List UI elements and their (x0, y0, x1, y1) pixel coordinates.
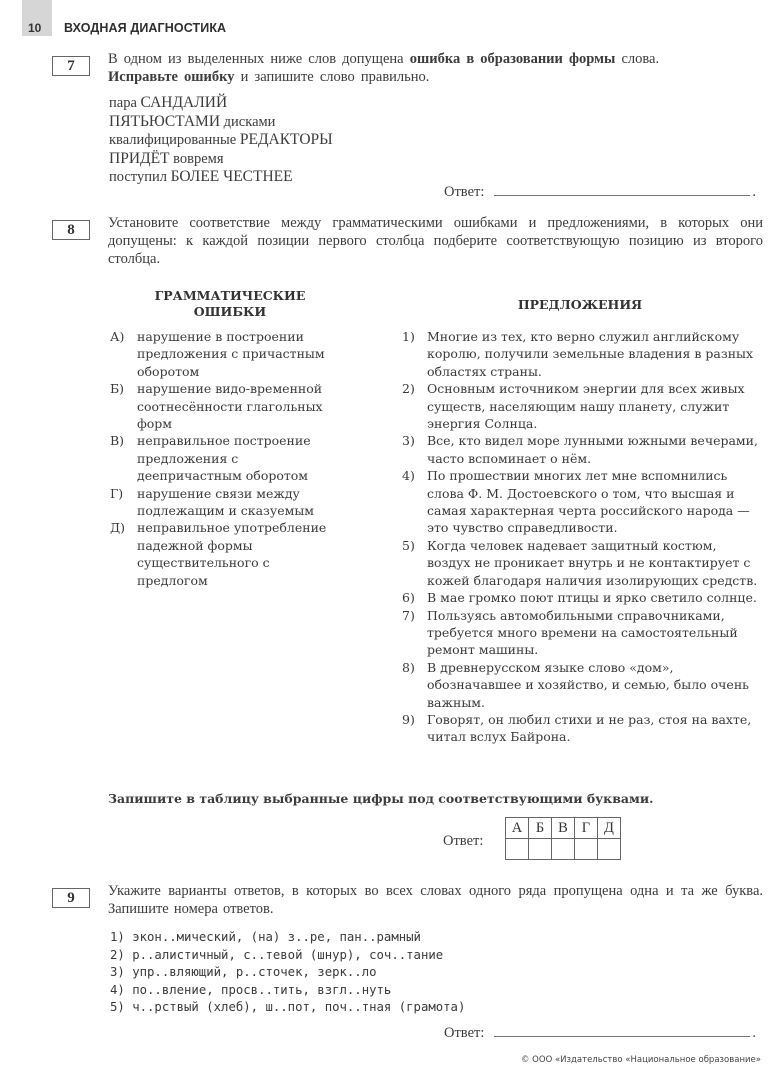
task-8-answer-label: Ответ: (443, 833, 484, 849)
answer-cell-d[interactable] (598, 839, 621, 860)
task-9-answer-label: Ответ: (444, 1025, 485, 1041)
sentences-list (402, 328, 762, 746)
task-7-word-3: квалифицированные РЕДАКТОРЫ (109, 131, 333, 148)
answer-cell-g[interactable] (575, 839, 598, 860)
task-7-word-2: ПЯТЬЮСТАМИ дисками (109, 112, 276, 130)
sentence-item-2: 2) Основным источником энергии для всех живых существ, населяющим нашу планету, служит энергия Солнца. (402, 381, 745, 432)
section-title: ВХОДНАЯ ДИАГНОСТИКА (64, 21, 227, 35)
answer-cell-v[interactable] (552, 839, 575, 860)
error-item-a: А) нарушение в построении предложения с причастным оборотом (110, 329, 325, 379)
sentence-item-4: 4) По прошествии многих лет мне вспомнились слова Ф. М. Достоевского о том, что высшая и самая характерная черта российского народа — это чувство справедливости. (402, 468, 750, 536)
answer-cell-b[interactable] (529, 839, 552, 860)
errors-list (110, 328, 375, 589)
sentence-item-1: 1) Многие из тех, кто верно служил английскому королю, получили земельные владения в разных областях страны. (402, 329, 754, 379)
sentence-item-9: 9) Говорят, он любил стихи и не раз, стоя на вахте, читал вслух Байрона. (402, 711, 752, 745)
sentence-item-7: 7) Пользуясь автомобильными справочниками, требуется много времени на самостоятельный ремонт машины. (402, 607, 738, 658)
col-v-header: В (552, 818, 575, 839)
error-item-v: В) неправильное построение предложения с деепричастным оборотом (110, 433, 311, 484)
error-item-g: Г) нарушение связи между подлежащим и сказуемым (110, 485, 315, 519)
col-a-header: А (506, 818, 529, 839)
task-7-word-5: поступил БОЛЕЕ ЧЕСТНЕЕ (109, 168, 293, 185)
answer-table-header-row (506, 818, 621, 839)
task-8-instruction: Установите соответствие между грамматическими ошибками и предложениями, в которых они допущены: к каждой позиции первого столбца подберите соответствующую позицию из второго столбца. (108, 215, 763, 267)
option-4: 4) по..вление, просв..тить, взгл..нуть (110, 982, 392, 997)
sentences-column-header: ПРЕДЛОЖЕНИЯ (517, 297, 643, 312)
task-7-answer: Ответ: . (444, 181, 756, 201)
table-instruction: Запишите в таблицу выбранные цифры под соответствующими буквами. (108, 791, 654, 806)
option-2: 2) р..алистичный, с..тевой (шнур), соч..тание (110, 947, 444, 962)
error-item-d: Д) неправильное употребление падежной формы существительного с предлогом (110, 520, 327, 588)
task-7-number: 7 (52, 56, 90, 76)
col-g-header: Г (575, 818, 598, 839)
task-8-answer-table (505, 817, 621, 860)
task-8-number: 8 (52, 220, 90, 240)
sentence-item-3: 3) Все, кто видел море лунными южными вечерами, часто вспоминает о нём. (402, 433, 758, 466)
task-9-options (110, 929, 465, 1017)
page-number: 10 (28, 21, 42, 35)
sentence-item-8: 8) В древнерусском языке слово «дом», обозначавшее и хозяйство, и семью, было очень важным. (402, 659, 749, 710)
option-5: 5) ч..рствый (хлеб), ш..пот, поч..тная (грамота) (110, 1000, 466, 1015)
task-9-instruction: Укажите варианты ответов, в которых во всех словах одного ряда пропущена одна и та же буква. Запишите номера ответов. (108, 883, 763, 917)
task-7-word-1: пара САНДАЛИЙ (109, 94, 228, 111)
sentence-item-5: 5) Когда человек надевает защитный костюм, воздух не проникает внутрь и не контактирует с кожей благодаря наличия изолирующих средств. (402, 537, 758, 588)
task-9-number: 9 (52, 888, 90, 908)
sentence-item-6: 6) В мае громко поют птицы и ярко светило солнце. (402, 590, 757, 606)
task-7-answer-label: Ответ: (444, 184, 485, 200)
option-1: 1) экон..мический, (на) з..ре, пан..рамный (110, 930, 421, 944)
task-7-answer-field[interactable] (494, 181, 750, 196)
col-d-header: Д (598, 818, 621, 839)
errors-column-header: ГРАММАТИЧЕСКИЕ ОШИБКИ (154, 288, 306, 319)
error-item-b: Б) нарушение видо-временной соотнесённости глагольных форм (110, 381, 323, 432)
task-7-word-4: ПРИДЁТ вовремя (109, 149, 224, 167)
answer-cell-a[interactable] (506, 839, 529, 860)
task-9-answer-field[interactable] (494, 1022, 750, 1037)
task-9-answer: Ответ: . (444, 1022, 756, 1042)
answer-table-input-row (506, 839, 621, 860)
option-3: 3) упр..вляющий, р..сточек, зерк..ло (110, 965, 377, 980)
task-7-instruction: В одном из выделенных ниже слов допущена ошибка в образовании формы слова. Исправьте ошибку и запишите слово правильно. (108, 51, 660, 85)
col-b-header: Б (529, 818, 552, 839)
copyright-footer: © ООО «Издательство «Национальное образование» (520, 1055, 761, 1065)
